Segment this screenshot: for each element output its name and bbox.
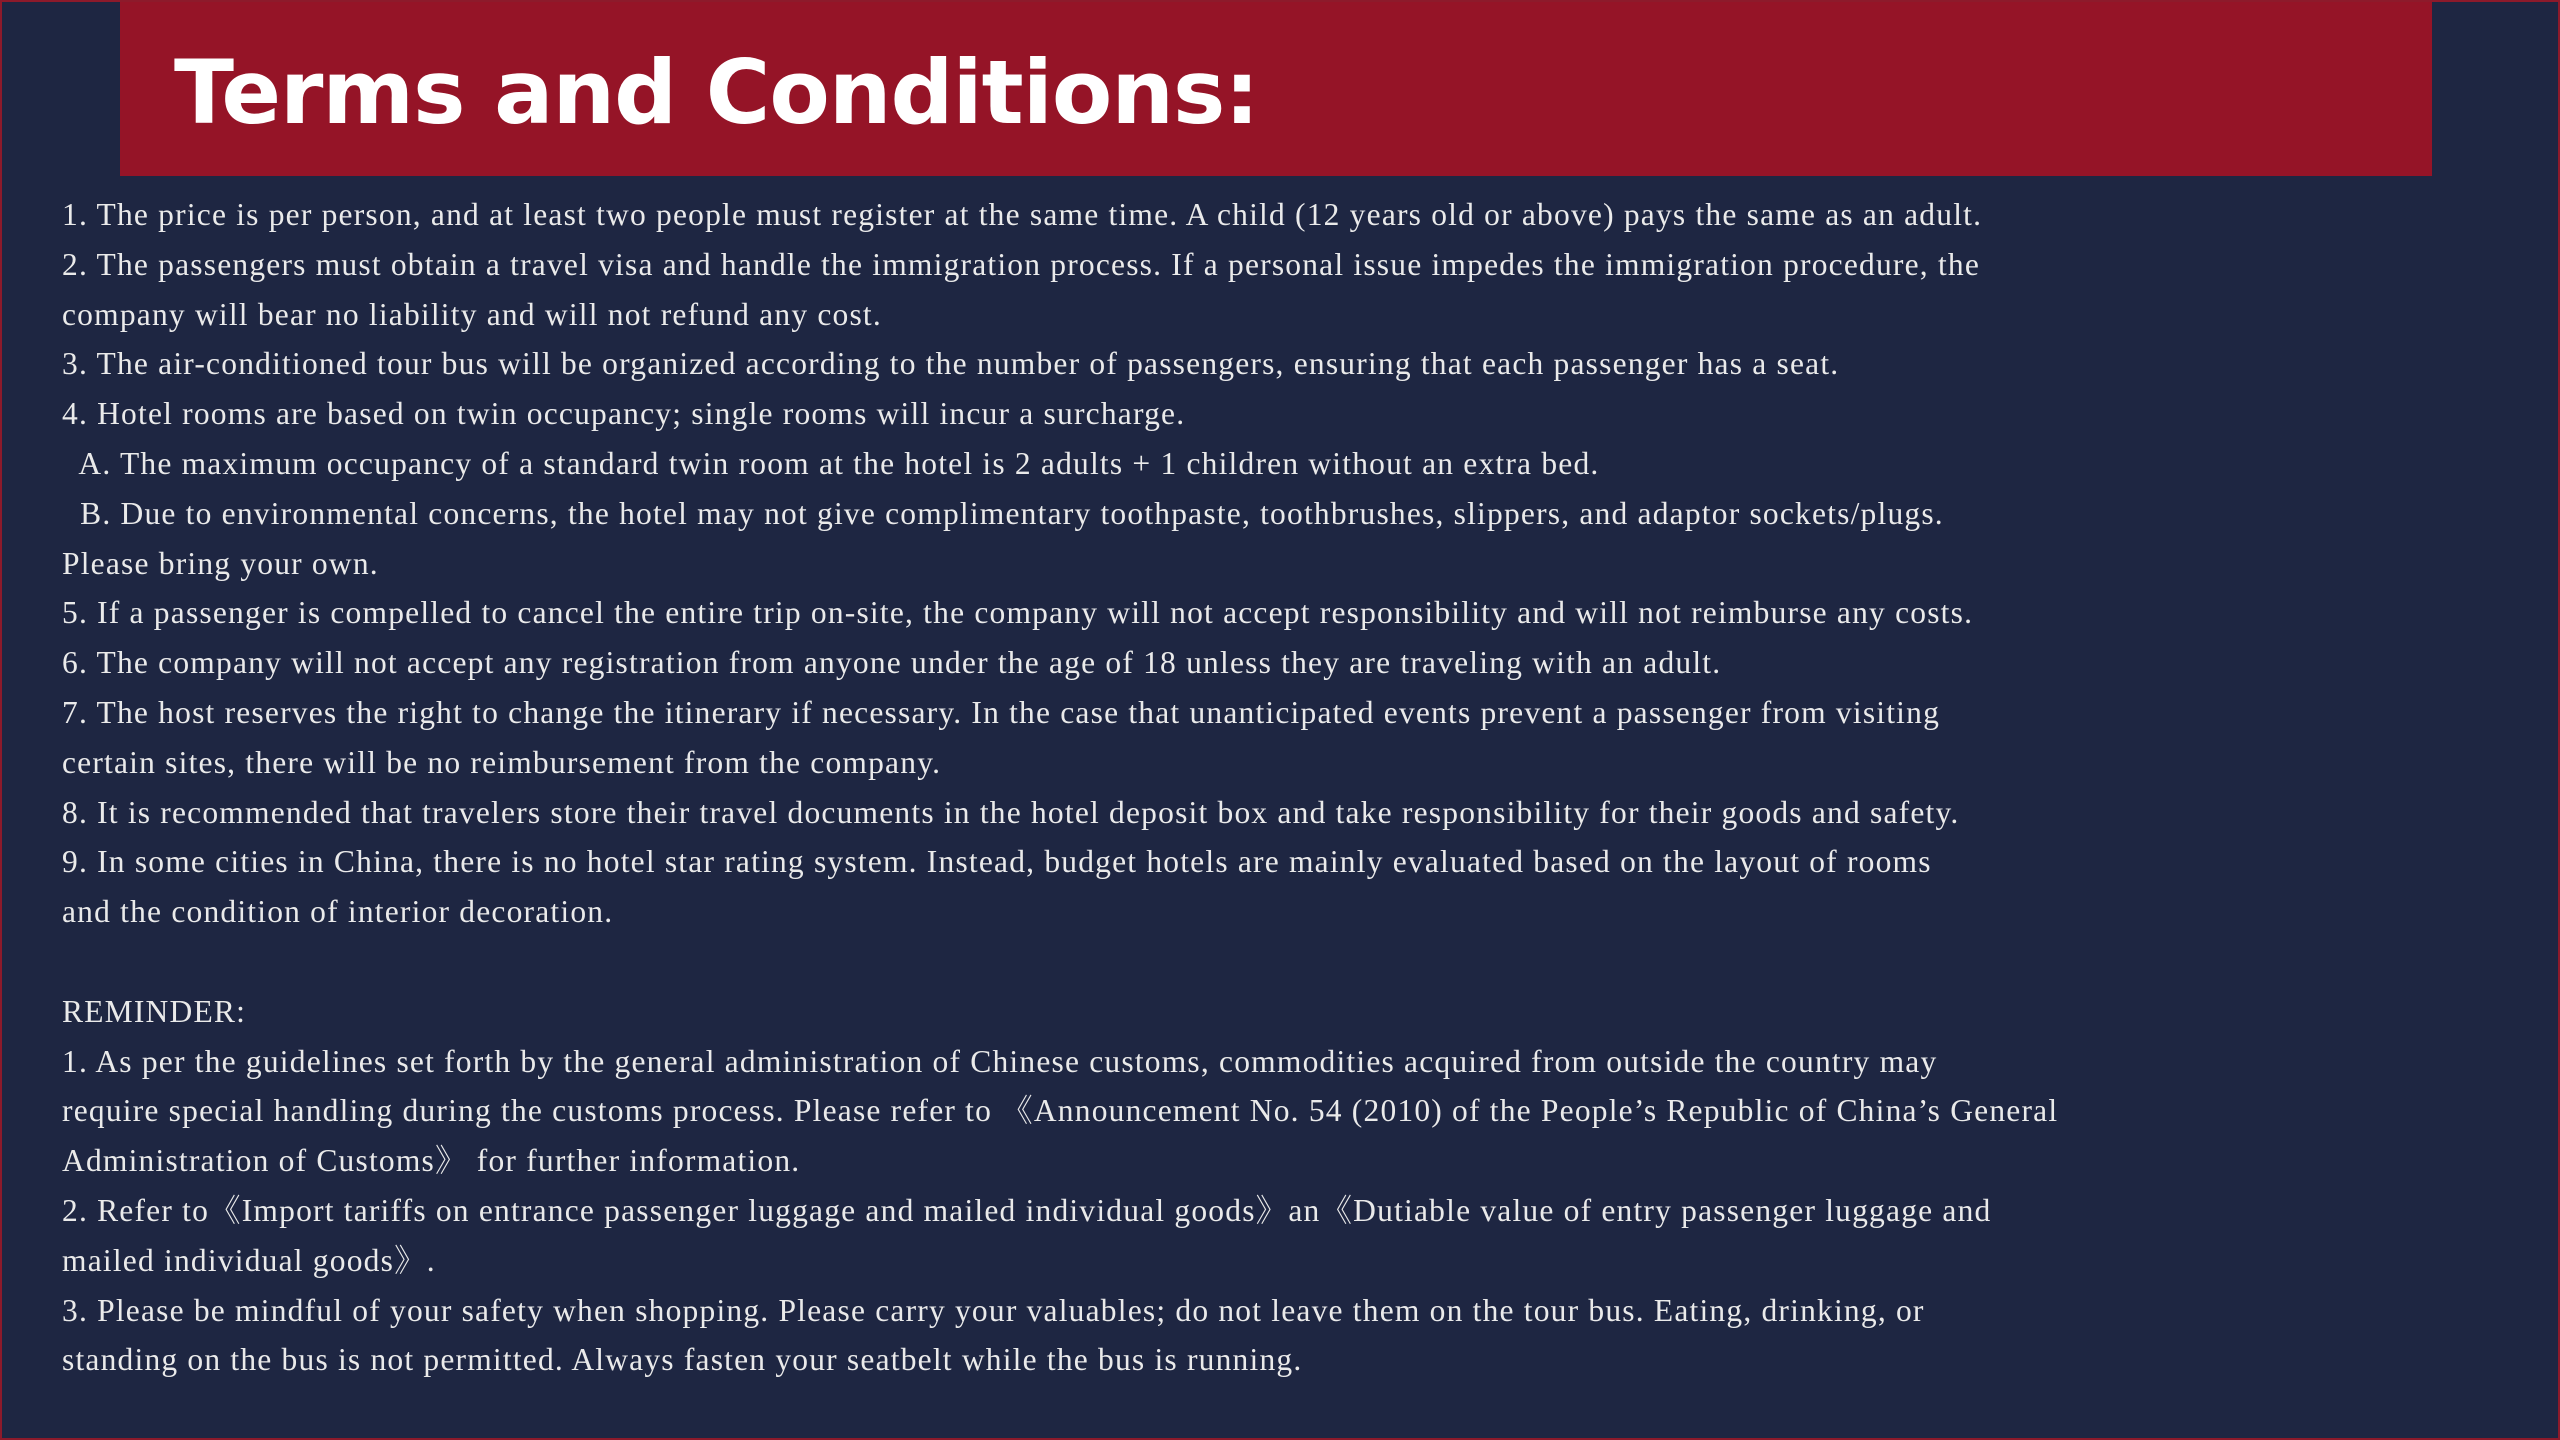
term-line: 3. The air-conditioned tour bus will be organized according to the number of passengers, ensuring that each passenger has a seat. (62, 346, 1840, 382)
reminder-line: standing on the bus is not permitted. Always fasten your seatbelt while the bus is running. (62, 1342, 1303, 1378)
term-line: 1. The price is per person, and at least two people must register at the same time. A child (12 years old or above) pays the same as an adult. (62, 197, 1983, 232)
reminder-heading: REMINDER: (62, 993, 247, 1029)
terms-content (62, 190, 2522, 1385)
reminder-line: Administration of Customs》 for further information. (62, 1143, 801, 1179)
term-line: Please bring your own. (62, 545, 379, 581)
reminder-line: 2. Refer to《Import tariffs on entrance passenger luggage and mailed individual goods》an《Dutiable value of entry passenger luggage and (62, 1192, 1992, 1228)
term-line: certain sites, there will be no reimbursement from the company. (62, 744, 942, 780)
term-line: 6. The company will not accept any registration from anyone under the age of 18 unless they are traveling with an adult. (62, 645, 1722, 681)
term-line: 2. The passengers must obtain a travel visa and handle the immigration process. If a personal issue impedes the immigration procedure, the (62, 246, 1981, 282)
term-line: 8. It is recommended that travelers store their travel documents in the hotel deposit box and take responsibility for their goods and safety. (62, 794, 1960, 830)
reminder-line: require special handling during the customs process. Please refer to 《Announcement No. 54 (2010) of the People’s Republic of China’s General (62, 1093, 2059, 1129)
reminder-section (62, 987, 2522, 1385)
section-spacer (62, 937, 2522, 987)
term-line: 9. In some cities in China, there is no hotel star rating system. Instead, budget hotels are mainly evaluated based on the layout of rooms (62, 844, 1932, 880)
term-line: A. The maximum occupancy of a standard twin room at the hotel is 2 adults + 1 children without an extra bed. (62, 445, 1600, 481)
terms-list (62, 190, 2522, 937)
reminder-line: 3. Please be mindful of your safety when shopping. Please carry your valuables; do not leave them on the tour bus. Eating, drinking, or (62, 1292, 1925, 1328)
reminder-line: 1. As per the guidelines set forth by the general administration of Chinese customs, commodities acquired from outside the country may (62, 1043, 1938, 1079)
term-line: company will bear no liability and will not refund any cost. (62, 296, 882, 332)
reminder-line: mailed individual goods》. (62, 1242, 436, 1278)
term-line: 4. Hotel rooms are based on twin occupancy; single rooms will incur a surcharge. (62, 396, 1186, 432)
page-title: Terms and Conditions: (174, 41, 1259, 144)
term-line: 7. The host reserves the right to change the itinerary if necessary. In the case that unanticipated events prevent a passenger from visiting (62, 694, 1941, 730)
term-line: B. Due to environmental concerns, the hotel may not give complimentary toothpaste, toothbrushes, slippers, and adaptor sockets/plugs. (62, 495, 1944, 531)
term-line: 5. If a passenger is compelled to cancel the entire trip on-site, the company will not accept responsibility and will not reimburse any costs. (62, 595, 1974, 631)
term-line: and the condition of interior decoration. (62, 894, 614, 930)
title-banner (120, 2, 2432, 176)
